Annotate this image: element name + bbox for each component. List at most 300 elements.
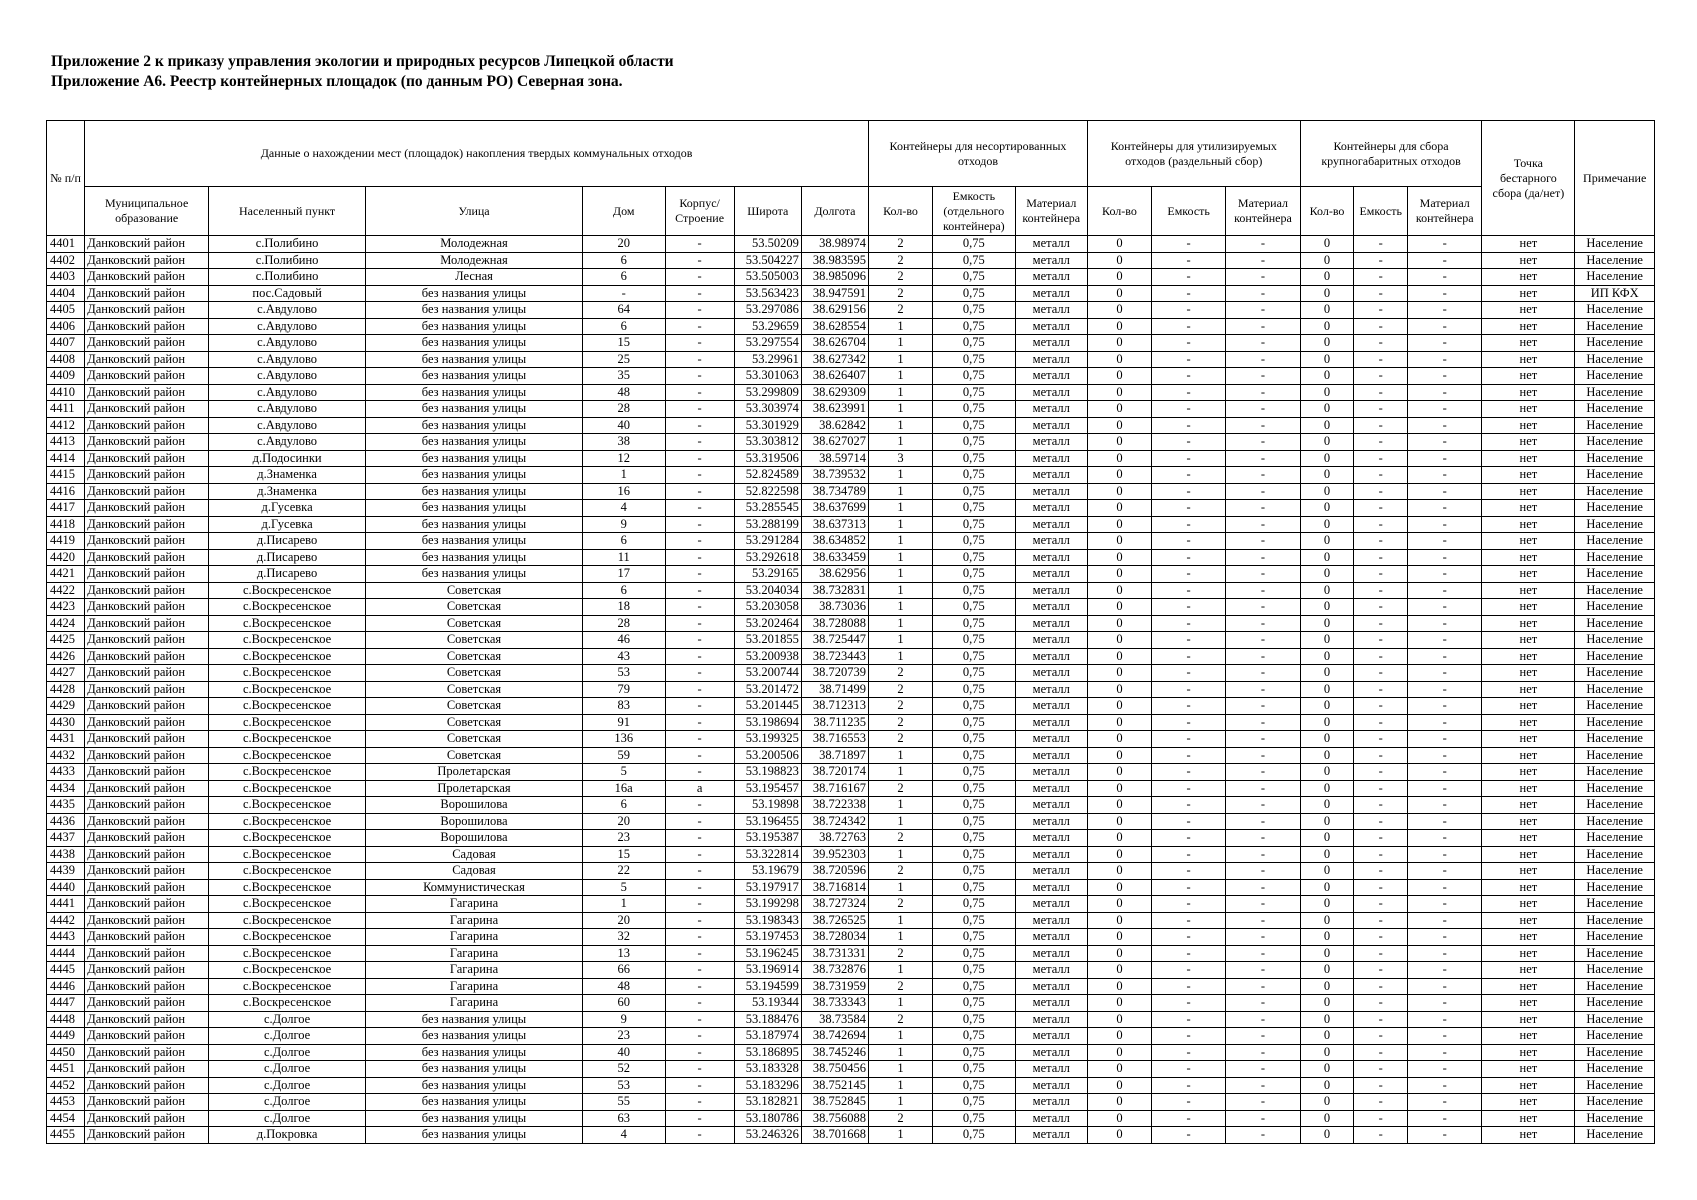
cell-settlement: д.Знаменка <box>209 483 366 500</box>
cell-building: - <box>665 368 734 385</box>
table-row <box>47 846 1655 863</box>
cell-settlement: с.Воскресенское <box>209 764 366 781</box>
cell-bulky-capacity: - <box>1354 978 1408 995</box>
cell-municipality: Данковский район <box>85 863 209 880</box>
cell-unsorted-qty: 2 <box>869 302 933 319</box>
cell-lon: 38.731959 <box>801 978 868 995</box>
cell-house: 38 <box>582 434 665 451</box>
cell-building: - <box>665 879 734 896</box>
cell-lat: 53.301929 <box>734 417 801 434</box>
cell-unsorted-material: металл <box>1015 747 1087 764</box>
cell-municipality: Данковский район <box>85 698 209 715</box>
cell-house: 6 <box>582 269 665 286</box>
cell-bagless: нет <box>1482 1110 1575 1127</box>
cell-recyclable-material: - <box>1226 417 1300 434</box>
cell-recyclable-capacity: - <box>1151 830 1225 847</box>
cell-bulky-qty: 0 <box>1300 467 1354 484</box>
cell-lon: 38.733343 <box>801 995 868 1012</box>
cell-lat: 53.297086 <box>734 302 801 319</box>
cell-recyclable-material: - <box>1226 1110 1300 1127</box>
cell-unsorted-qty: 2 <box>869 830 933 847</box>
cell-house: 60 <box>582 995 665 1012</box>
cell-building: - <box>665 516 734 533</box>
cell-bulky-capacity: - <box>1354 450 1408 467</box>
cell-street: без названия улицы <box>366 516 583 533</box>
table-row <box>47 632 1655 649</box>
cell-recyclable-capacity: - <box>1151 945 1225 962</box>
cell-house: 4 <box>582 1127 665 1144</box>
cell-bulky-capacity: - <box>1354 269 1408 286</box>
cell-bulky-capacity: - <box>1354 648 1408 665</box>
cell-bulky-material: - <box>1408 236 1482 253</box>
cell-lat: 53.196914 <box>734 962 801 979</box>
table-row <box>47 252 1655 269</box>
cell-bulky-material: - <box>1408 698 1482 715</box>
cell-recyclable-material: - <box>1226 879 1300 896</box>
cell-unsorted-material: металл <box>1015 995 1087 1012</box>
cell-unsorted-material: металл <box>1015 417 1087 434</box>
cell-unsorted-capacity: 0,75 <box>933 698 1016 715</box>
cell-lon: 38.72763 <box>801 830 868 847</box>
cell-settlement: д.Покровка <box>209 1127 366 1144</box>
cell-num: 4433 <box>47 764 85 781</box>
cell-unsorted-material: металл <box>1015 863 1087 880</box>
cell-house: 46 <box>582 632 665 649</box>
cell-settlement: с.Долгое <box>209 1061 366 1078</box>
cell-bulky-qty: 0 <box>1300 599 1354 616</box>
cell-note: Население <box>1575 401 1655 418</box>
table-row <box>47 351 1655 368</box>
cell-recyclable-material: - <box>1226 962 1300 979</box>
cell-unsorted-material: металл <box>1015 1044 1087 1061</box>
cell-bulky-material: - <box>1408 467 1482 484</box>
cell-municipality: Данковский район <box>85 533 209 550</box>
cell-unsorted-qty: 1 <box>869 632 933 649</box>
cell-bagless: нет <box>1482 929 1575 946</box>
cell-recyclable-qty: 0 <box>1087 533 1151 550</box>
cell-recyclable-material: - <box>1226 285 1300 302</box>
cell-house: 48 <box>582 384 665 401</box>
cell-unsorted-capacity: 0,75 <box>933 912 1016 929</box>
cell-bulky-capacity: - <box>1354 846 1408 863</box>
cell-lat: 53.183296 <box>734 1077 801 1094</box>
cell-note: Население <box>1575 1077 1655 1094</box>
cell-bulky-capacity: - <box>1354 731 1408 748</box>
cell-recyclable-capacity: - <box>1151 632 1225 649</box>
cell-bagless: нет <box>1482 269 1575 286</box>
cell-bulky-material: - <box>1408 863 1482 880</box>
cell-unsorted-qty: 2 <box>869 665 933 682</box>
cell-house: 6 <box>582 582 665 599</box>
cell-recyclable-material: - <box>1226 500 1300 517</box>
cell-bulky-capacity: - <box>1354 467 1408 484</box>
cell-settlement: д.Знаменка <box>209 467 366 484</box>
cell-settlement: с.Авдулово <box>209 368 366 385</box>
table-row <box>47 1127 1655 1144</box>
cell-bagless: нет <box>1482 1044 1575 1061</box>
cell-recyclable-material: - <box>1226 615 1300 632</box>
cell-lat: 53.186895 <box>734 1044 801 1061</box>
cell-num: 4401 <box>47 236 85 253</box>
header-recyclable-group: Контейнеры для утилизируемых отходов (раздельный сбор) <box>1087 121 1300 187</box>
cell-recyclable-qty: 0 <box>1087 1110 1151 1127</box>
cell-recyclable-qty: 0 <box>1087 269 1151 286</box>
cell-street: Гагарина <box>366 929 583 946</box>
cell-lat: 53.197453 <box>734 929 801 946</box>
cell-house: 18 <box>582 599 665 616</box>
cell-num: 4417 <box>47 500 85 517</box>
cell-settlement: с.Воскресенское <box>209 830 366 847</box>
cell-house: 23 <box>582 830 665 847</box>
cell-lon: 38.728034 <box>801 929 868 946</box>
cell-street: Садовая <box>366 863 583 880</box>
cell-building: - <box>665 929 734 946</box>
cell-unsorted-material: металл <box>1015 929 1087 946</box>
cell-bulky-material: - <box>1408 450 1482 467</box>
table-row <box>47 302 1655 319</box>
cell-recyclable-capacity: - <box>1151 516 1225 533</box>
cell-house: 40 <box>582 1044 665 1061</box>
cell-lat: 53.288199 <box>734 516 801 533</box>
cell-building: - <box>665 978 734 995</box>
cell-unsorted-qty: 2 <box>869 978 933 995</box>
cell-num: 4425 <box>47 632 85 649</box>
cell-building: - <box>665 599 734 616</box>
cell-bulky-material: - <box>1408 582 1482 599</box>
cell-unsorted-capacity: 0,75 <box>933 318 1016 335</box>
header-settlement: Населенный пункт <box>209 187 366 236</box>
cell-recyclable-capacity: - <box>1151 1044 1225 1061</box>
cell-recyclable-qty: 0 <box>1087 1094 1151 1111</box>
table-row <box>47 797 1655 814</box>
cell-bulky-capacity: - <box>1354 302 1408 319</box>
cell-bagless: нет <box>1482 731 1575 748</box>
cell-bagless: нет <box>1482 830 1575 847</box>
cell-unsorted-qty: 1 <box>869 467 933 484</box>
cell-lat: 53.29165 <box>734 566 801 583</box>
cell-num: 4407 <box>47 335 85 352</box>
cell-building: - <box>665 731 734 748</box>
cell-recyclable-qty: 0 <box>1087 747 1151 764</box>
cell-lat: 52.822598 <box>734 483 801 500</box>
cell-recyclable-qty: 0 <box>1087 450 1151 467</box>
cell-lat: 53.198343 <box>734 912 801 929</box>
cell-lat: 53.196455 <box>734 813 801 830</box>
cell-street: без названия улицы <box>366 384 583 401</box>
cell-bulky-qty: 0 <box>1300 302 1354 319</box>
cell-bulky-capacity: - <box>1354 1110 1408 1127</box>
cell-recyclable-material: - <box>1226 335 1300 352</box>
cell-bulky-qty: 0 <box>1300 1011 1354 1028</box>
cell-lat: 53.188476 <box>734 1011 801 1028</box>
cell-note: Население <box>1575 335 1655 352</box>
cell-unsorted-material: металл <box>1015 302 1087 319</box>
cell-recyclable-capacity: - <box>1151 450 1225 467</box>
cell-num: 4418 <box>47 516 85 533</box>
cell-municipality: Данковский район <box>85 401 209 418</box>
cell-recyclable-qty: 0 <box>1087 896 1151 913</box>
table-row <box>47 830 1655 847</box>
cell-settlement: с.Воскресенское <box>209 665 366 682</box>
cell-house: 79 <box>582 681 665 698</box>
cell-recyclable-capacity: - <box>1151 1077 1225 1094</box>
cell-recyclable-capacity: - <box>1151 335 1225 352</box>
cell-num: 4405 <box>47 302 85 319</box>
cell-num: 4432 <box>47 747 85 764</box>
cell-recyclable-capacity: - <box>1151 1094 1225 1111</box>
title-line-2: Приложение А6. Реестр контейнерных площадок (по данным РО) Северная зона. <box>51 73 623 90</box>
cell-unsorted-qty: 1 <box>869 797 933 814</box>
cell-unsorted-qty: 1 <box>869 434 933 451</box>
cell-house: 13 <box>582 945 665 962</box>
cell-lat: 53.505003 <box>734 269 801 286</box>
cell-bulky-material: - <box>1408 1061 1482 1078</box>
table-row <box>47 549 1655 566</box>
cell-street: Советская <box>366 615 583 632</box>
cell-building: - <box>665 351 734 368</box>
cell-num: 4436 <box>47 813 85 830</box>
cell-unsorted-material: металл <box>1015 665 1087 682</box>
cell-municipality: Данковский район <box>85 615 209 632</box>
cell-bulky-qty: 0 <box>1300 401 1354 418</box>
cell-recyclable-qty: 0 <box>1087 401 1151 418</box>
cell-settlement: с.Авдулово <box>209 302 366 319</box>
cell-num: 4438 <box>47 846 85 863</box>
header-bulky-qty: Кол-во <box>1300 187 1354 236</box>
cell-unsorted-material: металл <box>1015 384 1087 401</box>
cell-recyclable-material: - <box>1226 351 1300 368</box>
cell-building: - <box>665 1077 734 1094</box>
cell-street: без названия улицы <box>366 483 583 500</box>
cell-bulky-qty: 0 <box>1300 747 1354 764</box>
cell-recyclable-material: - <box>1226 252 1300 269</box>
cell-settlement: с.Воскресенское <box>209 582 366 599</box>
cell-unsorted-capacity: 0,75 <box>933 1011 1016 1028</box>
cell-recyclable-material: - <box>1226 483 1300 500</box>
cell-recyclable-capacity: - <box>1151 813 1225 830</box>
cell-recyclable-qty: 0 <box>1087 962 1151 979</box>
cell-num: 4422 <box>47 582 85 599</box>
cell-building: - <box>665 962 734 979</box>
cell-bulky-qty: 0 <box>1300 1077 1354 1094</box>
cell-recyclable-capacity: - <box>1151 780 1225 797</box>
cell-num: 4424 <box>47 615 85 632</box>
cell-municipality: Данковский район <box>85 1127 209 1144</box>
cell-recyclable-material: - <box>1226 780 1300 797</box>
cell-municipality: Данковский район <box>85 632 209 649</box>
cell-bulky-qty: 0 <box>1300 252 1354 269</box>
cell-bulky-material: - <box>1408 995 1482 1012</box>
cell-num: 4440 <box>47 879 85 896</box>
cell-lat: 53.200938 <box>734 648 801 665</box>
header-note: Примечание <box>1575 121 1655 236</box>
cell-bulky-material: - <box>1408 830 1482 847</box>
cell-bulky-material: - <box>1408 483 1482 500</box>
cell-bulky-capacity: - <box>1354 516 1408 533</box>
cell-recyclable-material: - <box>1226 764 1300 781</box>
cell-municipality: Данковский район <box>85 285 209 302</box>
cell-municipality: Данковский район <box>85 896 209 913</box>
cell-bulky-qty: 0 <box>1300 1061 1354 1078</box>
cell-bulky-capacity: - <box>1354 912 1408 929</box>
cell-unsorted-qty: 2 <box>869 714 933 731</box>
cell-building: - <box>665 1061 734 1078</box>
cell-recyclable-qty: 0 <box>1087 912 1151 929</box>
cell-lon: 38.701668 <box>801 1127 868 1144</box>
cell-bulky-material: - <box>1408 813 1482 830</box>
cell-municipality: Данковский район <box>85 417 209 434</box>
cell-lat: 53.201855 <box>734 632 801 649</box>
cell-bagless: нет <box>1482 599 1575 616</box>
cell-unsorted-material: металл <box>1015 351 1087 368</box>
cell-recyclable-qty: 0 <box>1087 599 1151 616</box>
cell-building: - <box>665 698 734 715</box>
cell-unsorted-capacity: 0,75 <box>933 1061 1016 1078</box>
header-bulky-material: Материал контейнера <box>1408 187 1482 236</box>
header-lon: Долгота <box>801 187 868 236</box>
cell-municipality: Данковский район <box>85 764 209 781</box>
cell-unsorted-capacity: 0,75 <box>933 945 1016 962</box>
cell-unsorted-qty: 2 <box>869 896 933 913</box>
cell-recyclable-capacity: - <box>1151 648 1225 665</box>
table-body <box>47 236 1655 1144</box>
cell-lon: 38.739532 <box>801 467 868 484</box>
cell-lat: 53.322814 <box>734 846 801 863</box>
cell-street: Советская <box>366 582 583 599</box>
cell-bagless: нет <box>1482 962 1575 979</box>
cell-lon: 38.731331 <box>801 945 868 962</box>
cell-building: - <box>665 764 734 781</box>
cell-municipality: Данковский район <box>85 714 209 731</box>
cell-building: - <box>665 500 734 517</box>
table-row <box>47 384 1655 401</box>
cell-bulky-capacity: - <box>1354 995 1408 1012</box>
cell-note: Население <box>1575 797 1655 814</box>
cell-num: 4412 <box>47 417 85 434</box>
cell-bulky-qty: 0 <box>1300 863 1354 880</box>
cell-num: 4423 <box>47 599 85 616</box>
cell-lon: 38.71897 <box>801 747 868 764</box>
cell-note: Население <box>1575 1110 1655 1127</box>
table-row <box>47 665 1655 682</box>
cell-municipality: Данковский район <box>85 780 209 797</box>
cell-recyclable-capacity: - <box>1151 467 1225 484</box>
cell-house: 4 <box>582 500 665 517</box>
cell-unsorted-material: металл <box>1015 896 1087 913</box>
cell-note: Население <box>1575 879 1655 896</box>
cell-unsorted-capacity: 0,75 <box>933 500 1016 517</box>
cell-lat: 53.180786 <box>734 1110 801 1127</box>
cell-recyclable-material: - <box>1226 302 1300 319</box>
cell-bulky-material: - <box>1408 401 1482 418</box>
cell-bulky-capacity: - <box>1354 533 1408 550</box>
cell-lat: 53.246326 <box>734 1127 801 1144</box>
cell-num: 4435 <box>47 797 85 814</box>
cell-street: Гагарина <box>366 912 583 929</box>
cell-bagless: нет <box>1482 797 1575 814</box>
cell-bulky-material: - <box>1408 1127 1482 1144</box>
cell-unsorted-capacity: 0,75 <box>933 879 1016 896</box>
cell-bulky-qty: 0 <box>1300 500 1354 517</box>
cell-bulky-capacity: - <box>1354 813 1408 830</box>
cell-municipality: Данковский район <box>85 665 209 682</box>
cell-bulky-material: - <box>1408 615 1482 632</box>
table-row <box>47 450 1655 467</box>
cell-num: 4454 <box>47 1110 85 1127</box>
cell-num: 4453 <box>47 1094 85 1111</box>
cell-recyclable-capacity: - <box>1151 978 1225 995</box>
cell-settlement: с.Воскресенское <box>209 599 366 616</box>
cell-note: Население <box>1575 1061 1655 1078</box>
cell-recyclable-qty: 0 <box>1087 302 1151 319</box>
cell-house: 43 <box>582 648 665 665</box>
cell-unsorted-capacity: 0,75 <box>933 533 1016 550</box>
cell-bagless: нет <box>1482 1094 1575 1111</box>
cell-municipality: Данковский район <box>85 1094 209 1111</box>
cell-lon: 38.732831 <box>801 582 868 599</box>
cell-recyclable-qty: 0 <box>1087 384 1151 401</box>
cell-municipality: Данковский район <box>85 962 209 979</box>
cell-unsorted-material: металл <box>1015 236 1087 253</box>
table-row <box>47 236 1655 253</box>
table-row <box>47 1110 1655 1127</box>
cell-recyclable-qty: 0 <box>1087 780 1151 797</box>
cell-num: 4419 <box>47 533 85 550</box>
cell-house: 12 <box>582 450 665 467</box>
table-row <box>47 467 1655 484</box>
cell-unsorted-qty: 2 <box>869 863 933 880</box>
cell-recyclable-material: - <box>1226 236 1300 253</box>
cell-note: Население <box>1575 731 1655 748</box>
cell-unsorted-material: металл <box>1015 731 1087 748</box>
cell-recyclable-capacity: - <box>1151 236 1225 253</box>
cell-municipality: Данковский район <box>85 467 209 484</box>
cell-bulky-qty: 0 <box>1300 813 1354 830</box>
cell-unsorted-material: металл <box>1015 1077 1087 1094</box>
cell-recyclable-capacity: - <box>1151 417 1225 434</box>
cell-unsorted-qty: 2 <box>869 252 933 269</box>
cell-building: - <box>665 269 734 286</box>
header-location-group: Данные о нахождении мест (площадок) накопления твердых коммунальных отходов <box>85 121 869 187</box>
table-row <box>47 1061 1655 1078</box>
cell-municipality: Данковский район <box>85 368 209 385</box>
cell-recyclable-material: - <box>1226 368 1300 385</box>
cell-street: без названия улицы <box>366 1110 583 1127</box>
cell-unsorted-qty: 2 <box>869 269 933 286</box>
cell-bagless: нет <box>1482 863 1575 880</box>
cell-num: 4430 <box>47 714 85 731</box>
table-row <box>47 500 1655 517</box>
cell-unsorted-qty: 1 <box>869 747 933 764</box>
cell-house: 35 <box>582 368 665 385</box>
cell-unsorted-material: металл <box>1015 962 1087 979</box>
table-row <box>47 912 1655 929</box>
cell-unsorted-capacity: 0,75 <box>933 896 1016 913</box>
cell-street: без названия улицы <box>366 1044 583 1061</box>
cell-note: Население <box>1575 467 1655 484</box>
cell-note: Население <box>1575 813 1655 830</box>
cell-building: - <box>665 945 734 962</box>
cell-settlement: с.Авдулово <box>209 384 366 401</box>
cell-settlement: с.Долгое <box>209 1110 366 1127</box>
cell-settlement: с.Воскресенское <box>209 962 366 979</box>
cell-bagless: нет <box>1482 1127 1575 1144</box>
cell-street: Пролетарская <box>366 780 583 797</box>
cell-unsorted-qty: 1 <box>869 368 933 385</box>
cell-building: - <box>665 797 734 814</box>
cell-num: 4414 <box>47 450 85 467</box>
cell-unsorted-material: металл <box>1015 1061 1087 1078</box>
